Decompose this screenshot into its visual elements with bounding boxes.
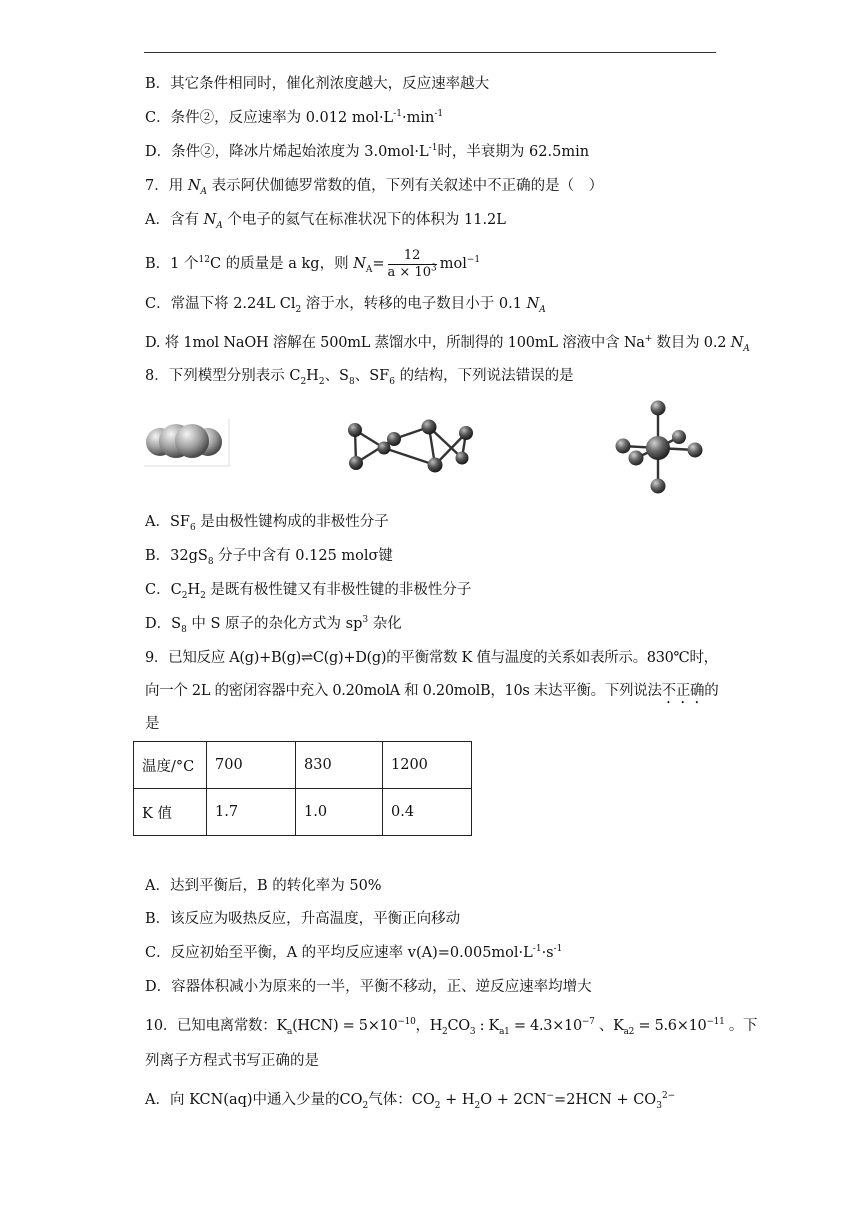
q7-fraction: $\frac{12}{a \times 10^3}$ [387,247,437,280]
table-cell: 1.0 [296,789,383,836]
table-cell: 0.4 [383,789,472,836]
q9-option-c: C．反应初始至平衡，A 的平均反应速率 $v(A)=0.005mol\cdot L^{-1}\cdot s^{-1}$ [145,944,563,961]
c2h2-model-icon [140,415,232,467]
q8-option-d: D．$S_8$ 中 S 原子的杂化方式为 $sp^3$ 杂化 [145,615,402,635]
table-row [134,742,472,789]
s8-model-icon [340,410,480,476]
q6-option-d: D．条件②，降冰片烯起始浓度为 $3.0mol\cdot L^{-1}$时，半衰期为 62.5min [145,143,590,160]
q6-option-b: B．其它条件相同时，催化剂浓度越大，反应速率越大 [145,76,490,92]
q10-stem-line1: 10．已知电离常数：$K_a(HCN) = 5\times 10^{-10}$，$H_2CO_3$ : $K_{a1} = 4.3\times 10^{-7}$ 、$K_{a2} = 5.6\times 10^{-11}$ 。下 [145,1017,758,1037]
q8-option-a: A．$SF_6$ 是由极性键构成的非极性分子 [145,514,389,533]
q10-option-a: A．向 KCN(aq)中通入少量的$CO_2$气体：$CO_2 + H_2O + 2CN^-=2HCN + CO_3^{2-}$ [145,1091,676,1111]
q9-stem-line3: 是 [145,716,160,732]
table-cell: 1200 [383,742,472,789]
q7-option-c: C．常温下将 2.24L $Cl_2$ 溶于水，转移的电子数目小于 0.1 $N_A$ [145,296,546,315]
q9-option-a: A．达到平衡后，B 的转化率为 50% [145,878,382,894]
q8-option-b: B．$32gS_8$ 分子中含有 0.125 molσ键 [145,548,393,567]
sf6-model-icon [608,398,708,498]
table-cell: 700 [207,742,296,789]
q7-option-d: D. 将 1mol NaOH 溶解在 500mL 蒸馏水中，所制得的 100mL 溶液中含 Na+ 数目为 0.2 $N_A$ [145,334,750,354]
q9-stem-line2: 向一个 2L 的密闭容器中充入 0.20molA 和 0.20molB，10s 末达平衡。下列说法不正确的 [145,683,719,699]
table-row [134,789,472,836]
q10-stem-line2: 列离子方程式书写正确的是 [145,1053,319,1069]
q9-option-b: B．该反应为吸热反应，升高温度，平衡正向移动 [145,911,461,927]
table-cell: 温度/°C [134,742,207,789]
header-rule [144,52,716,53]
q8-option-c: C．$C_2H_2$ 是既有极性键又有非极性键的非极性分子 [145,582,472,601]
q7-option-b: B．1 个$^{12}$C 的质量是 a kg，则 $N_A=$ $\frac{12}{a \times 10^3}$ mol$^{-1}$ [145,247,481,280]
q8-stem: 8．下列模型分别表示 $C_2H_2$、$S_8$、$SF_6$ 的结构，下列说法错误的是 [145,368,574,387]
q9-stem-line1: 9．已知反应 A(g)+B(g)⇌C(g)+D(g)的平衡常数 K 值与温度的关系如表所示。830℃时， [145,650,718,666]
q7-option-a: A．含有 $N_A$ 个电子的氦气在标准状况下的体积为 11.2L [145,212,506,231]
q7-stem: 7．用 $N_A$ 表示阿伏伽德罗常数的值，下列有关叙述中不正确的是（ ） [145,178,604,197]
k-value-table [133,741,472,836]
table-cell: K 值 [134,789,207,836]
q6-option-c: C．条件②，反应速率为 0.012 $mol\cdot L^{-1}\cdot\min^{-1}$ [145,109,444,126]
q9-option-d: D．容器体积减小为原来的一半，平衡不移动，正、逆反应速率均增大 [145,979,592,995]
table-cell: 830 [296,742,383,789]
table-cell: 1.7 [207,789,296,836]
